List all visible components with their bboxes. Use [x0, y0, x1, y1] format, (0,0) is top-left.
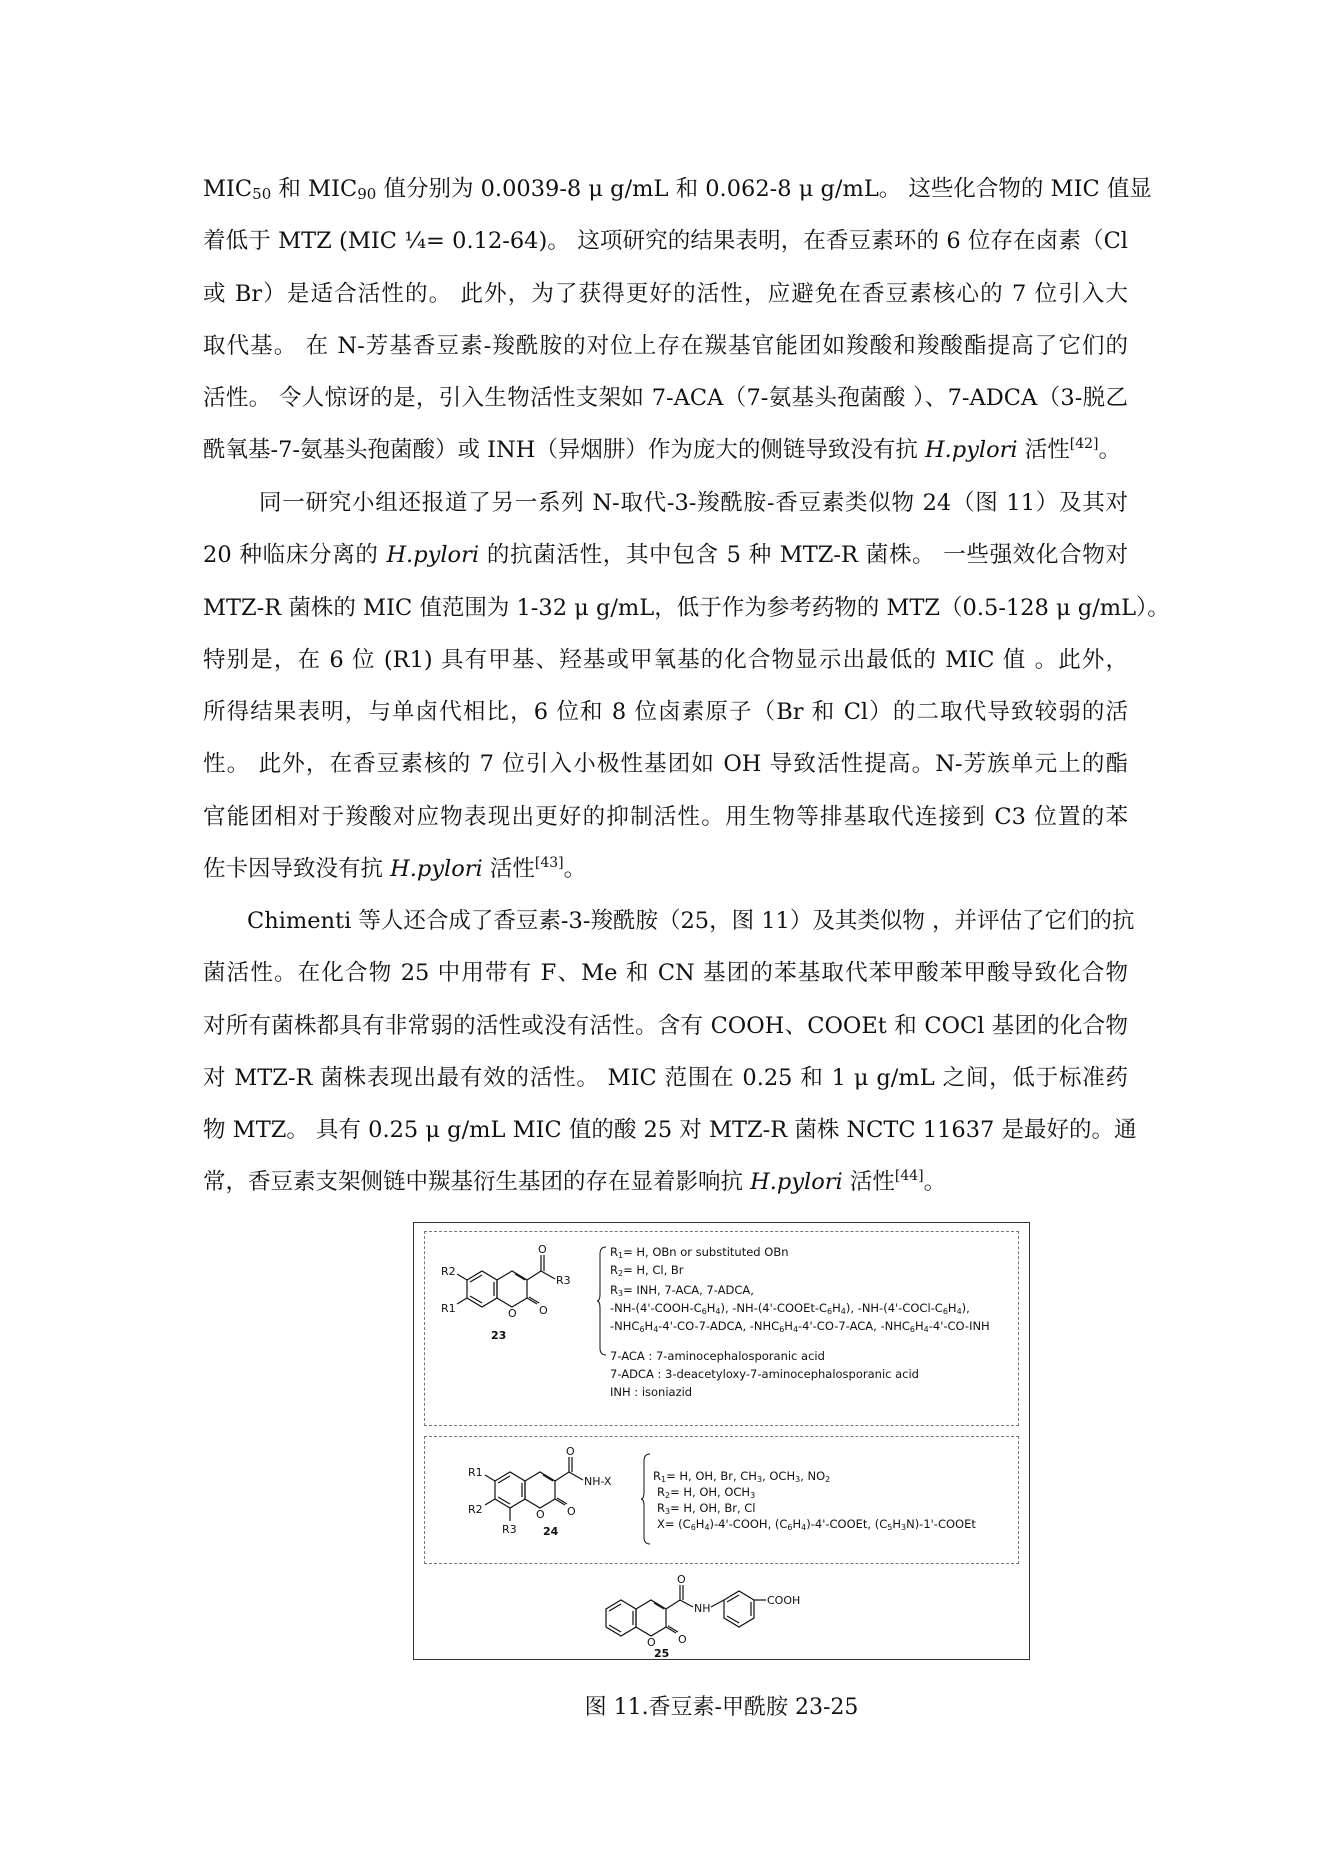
text-line: MTZ-R 菌株的 MIC 值范围为 1-32 μ g/mL，低于作为参考药物的 MTZ（0.5-128 μ g/mL）。 — [203, 594, 1170, 621]
atom-label: NH — [694, 1602, 711, 1615]
atom-label: R1 — [468, 1466, 483, 1479]
atom-label: O — [678, 1633, 687, 1646]
text-line: 官能团相对于羧酸对应物表现出更好的抑制活性。用生物等排基取代连接到 C3 位置的苯 — [203, 803, 1128, 830]
atom-label: O — [508, 1307, 517, 1320]
text-line: 酰氧基-7-氨基头孢菌酸）或 INH（异烟肼）作为庞大的侧链导致没有抗 H.pylori 活性[42]。 — [203, 436, 1122, 464]
text-line: 佐卡因导致没有抗 H.pylori 活性[43]。 — [203, 855, 587, 883]
structure-23 — [437, 1242, 597, 1352]
text-line: 物 MTZ。 具有 0.25 μ g/mL MIC 值的酸 25 对 MTZ-R 菌株 NCTC 11637 是最好的。通 — [203, 1117, 1137, 1144]
def-r3-line2: $-NH-(4'-COOH-C_6H_4)$, $-NH-(4'-COOEt-C_6H_4)$, $-NH-(4'-COCl-C_6H_4)$, — [610, 1301, 970, 1316]
text-line: 取代基。 在 N-芳基香豆素-羧酰胺的对位上存在羰基官能团如羧酸和羧酸酯提高了它们的 — [203, 332, 1128, 359]
panel-compound-24 — [424, 1436, 1019, 1564]
text-line: Chimenti 等人还合成了香豆素-3-羧酰胺（25，图 11）及其类似物 ，并评估了它们的抗 — [247, 908, 1135, 934]
def-r1: $R_1= H$, OH, Br, $CH_3$, $OCH_3$, $NO_2$ — [653, 1469, 831, 1484]
text-line: 或 Br）是适合活性的。 此外，为了获得更好的活性，应避免在香豆素核心的 7 位引入大 — [203, 280, 1128, 307]
structure-25 — [594, 1573, 854, 1660]
atom-label: R3 — [556, 1274, 571, 1287]
paragraph-3 — [203, 895, 1137, 1209]
atom-label: O — [536, 1508, 545, 1521]
atom-label: R1 — [441, 1302, 456, 1315]
figure-caption: 图 11.香豆素-甲酰胺 23-25 — [584, 1695, 859, 1720]
text-line: 特别是，在 6 位 (R1) 具有甲基、羟基或甲氧基的化合物显示出最低的 MIC 值 。此外， — [203, 646, 1128, 673]
atom-label: O — [566, 1445, 575, 1458]
def-r2: $R_2= H$, OH, $OCH_3$ — [657, 1485, 756, 1500]
def-r3: $R_3=$ INH, 7-ACA, 7-ADCA, — [610, 1283, 754, 1298]
structure-24 — [465, 1447, 635, 1557]
atom-label: O — [567, 1505, 576, 1518]
atom-label: NH-X — [584, 1475, 612, 1488]
text-line: 性。 此外，在香豆素核的 7 位引入小极性基团如 OH 导致活性提高。N-芳族单元上的酯 — [203, 751, 1128, 778]
compound-number: 24 — [543, 1525, 559, 1538]
atom-label: R2 — [441, 1265, 456, 1278]
brace — [641, 1453, 651, 1545]
text-line: 20 种临床分离的 H.pylori 的抗菌活性，其中包含 5 种 MTZ-R 菌株。 一些强效化合物对 — [203, 542, 1129, 569]
text-line: 所得结果表明，与单卤代相比，6 位和 8 位卤素原子（Br 和 Cl）的二取代导致较弱的活 — [203, 699, 1128, 726]
atom-label: O — [677, 1573, 686, 1586]
text-line: 常，香豆素支架侧链中羰基衍生基团的存在显着影响抗 H.pylori 活性[44]。 — [203, 1168, 947, 1196]
text-line: 菌活性。在化合物 25 中用带有 F、Me 和 CN 基团的苯基取代苯甲酸苯甲酸导致化合物 — [203, 960, 1128, 987]
compound-number: 23 — [491, 1329, 507, 1342]
atom-label: O — [538, 1243, 547, 1256]
abbrev-inh: INH : isoniazid — [610, 1385, 693, 1399]
text-line: 对所有菌株都具有非常弱的活性或没有活性。含有 COOH、COOEt 和 COCl 基团的化合物 — [203, 1012, 1128, 1039]
atom-label: O — [647, 1636, 656, 1649]
def-r2: $R_2= H$, Cl, Br — [610, 1263, 684, 1278]
text-line: 对 MTZ-R 菌株表现出最有效的活性。 MIC 范围在 0.25 和 1 μ g/mL 之间，低于标准药 — [203, 1064, 1128, 1091]
def-r3-line3: $-NHC_6H_4-4'-CO-7$-ADCA, $-NHC_6H_4-4'-CO-7$-ACA, $-NHC_6H_4-4'-CO$-INH — [610, 1319, 990, 1334]
def-r3: $R_3= H$, OH, Br, Cl — [657, 1501, 756, 1516]
atom-label: R3 — [502, 1523, 517, 1536]
abbrev-7adca: 7-ADCA : 3-deacetyloxy-7-aminocephalosporanic acid — [610, 1367, 919, 1381]
text-line: 同一研究小组还报道了另一系列 N-取代-3-羧酰胺-香豆素类似物 24（图 11）及其对 — [259, 490, 1128, 516]
text-line: 着低于 MTZ (MIC ¼= 0.12-64)。 这项研究的结果表明，在香豆素环的 6 位存在卤素（Cl — [203, 228, 1128, 255]
panel-compound-23 — [424, 1231, 1019, 1426]
paragraph-1 — [203, 163, 1152, 477]
figure-11 — [413, 1222, 1030, 1660]
atom-label: O — [539, 1304, 548, 1317]
brace — [597, 1246, 607, 1356]
atom-label: COOH — [767, 1594, 801, 1607]
compound-number: 25 — [654, 1647, 670, 1660]
panel-compound-25 — [594, 1573, 854, 1660]
text-line: 活性。 令人惊讶的是，引入生物活性支架如 7-ACA（7-氨基头孢菌酸 ）、7-ADCA（3-脱乙 — [203, 385, 1128, 412]
text-line: $MIC_{50}$ 和 $MIC_{90}$ 值分别为 0.0039-8 μ g/mL 和 0.062-8 μ g/mL。 这些化合物的 MIC 值显 — [203, 176, 1152, 203]
abbrev-7aca: 7-ACA : 7-aminocephalosporanic acid — [610, 1349, 825, 1363]
atom-label: R2 — [468, 1503, 483, 1516]
paragraph-2 — [203, 477, 1170, 895]
def-r1: $R_1= H$, OBn or substituted OBn — [610, 1245, 789, 1260]
def-x: $X= (C_6H_4)-4'$-COOH, $(C_6H_4)-4'$-COOEt, $(C_5H_3N)-1'$-COOEt — [657, 1517, 976, 1532]
